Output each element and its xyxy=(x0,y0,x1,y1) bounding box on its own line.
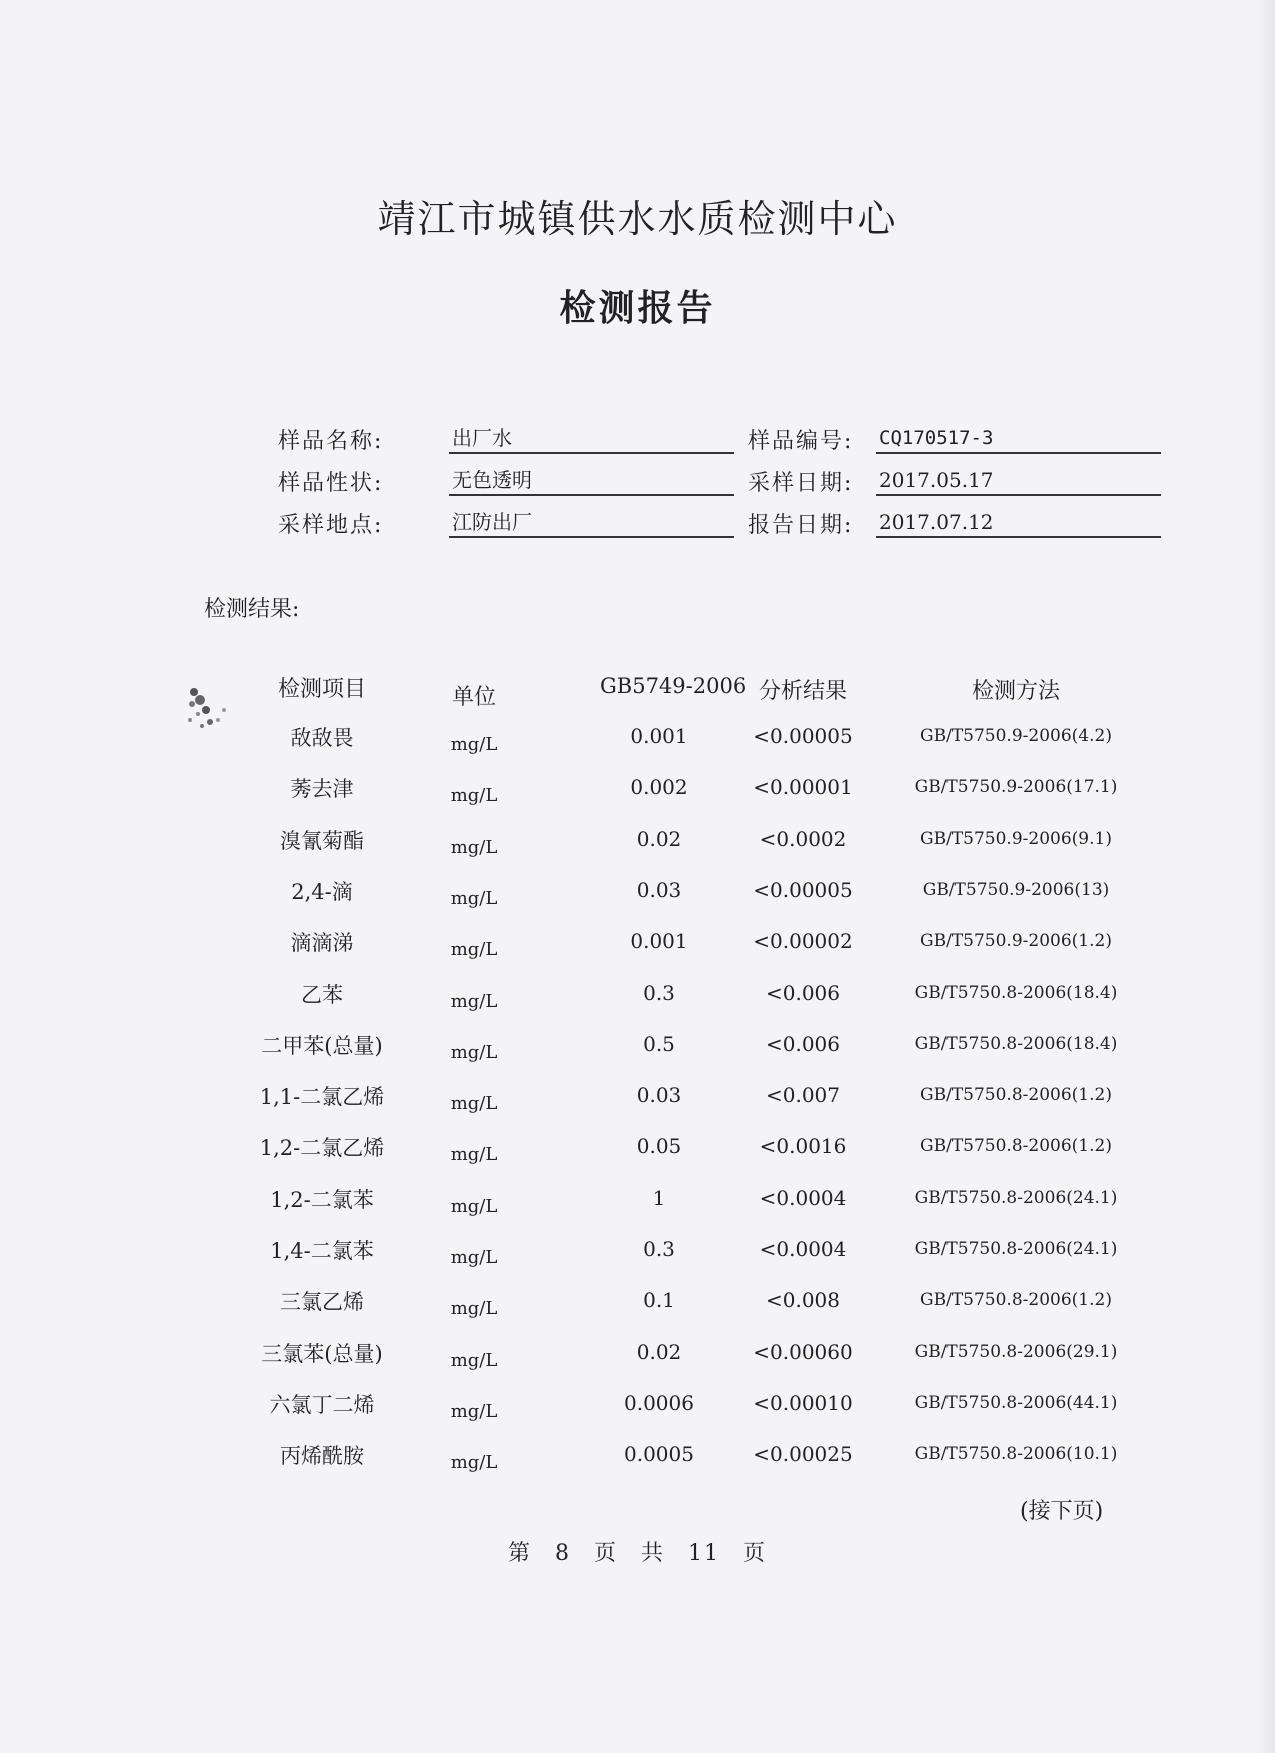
cell-unit: mg/L xyxy=(450,1144,498,1165)
cell-unit: mg/L xyxy=(450,1350,498,1371)
cell-method: GB/T5750.8-2006(1.2) xyxy=(920,1085,1112,1105)
sample-name-label: 样品名称: xyxy=(278,429,384,454)
cell-unit: mg/L xyxy=(450,1298,498,1319)
organization-title: 靖江市城镇供水水质检测中心 xyxy=(377,197,898,241)
sample-appearance-value: 无色透明 xyxy=(449,466,734,496)
cell-unit: mg/L xyxy=(450,837,498,858)
cell-limit: 0.002 xyxy=(630,775,688,799)
cell-unit: mg/L xyxy=(450,939,498,960)
cell-result: <0.00060 xyxy=(753,1340,853,1364)
cell-result: <0.0004 xyxy=(759,1186,847,1210)
column-header-item: 检测项目 xyxy=(277,677,366,702)
cell-item: 1,2-二氯乙烯 xyxy=(259,1136,385,1160)
sampling-date-value: 2017.05.17 xyxy=(876,466,1161,496)
cell-limit: 0.0005 xyxy=(624,1442,694,1466)
column-header-standard: GB5749-2006 xyxy=(600,674,747,698)
cell-limit: 0.1 xyxy=(643,1288,675,1312)
cell-result: <0.00005 xyxy=(753,724,853,748)
cell-method: GB/T5750.8-2006(1.2) xyxy=(920,1136,1112,1156)
cell-method: GB/T5750.9-2006(9.1) xyxy=(920,829,1112,849)
sample-number-value: CQ170517-3 xyxy=(876,424,1161,454)
cell-item: 1,2-二氯苯 xyxy=(270,1188,374,1212)
cell-limit: 0.05 xyxy=(636,1134,682,1158)
continue-note: (接下页) xyxy=(1020,1499,1104,1524)
column-header-method: 检测方法 xyxy=(971,679,1060,704)
cell-item: 1,1-二氯乙烯 xyxy=(259,1085,385,1109)
cell-item: 滴滴涕 xyxy=(290,931,354,955)
cell-method: GB/T5750.8-2006(24.1) xyxy=(914,1239,1118,1259)
column-header-unit: 单位 xyxy=(451,685,496,710)
sampling-date-label: 采样日期: xyxy=(748,471,854,496)
cell-item: 丙烯酰胺 xyxy=(280,1444,364,1468)
cell-result: <0.0004 xyxy=(759,1237,847,1261)
cell-method: GB/T5750.9-2006(4.2) xyxy=(920,726,1112,746)
cell-item: 六氯丁二烯 xyxy=(269,1393,375,1417)
cell-result: <0.00005 xyxy=(753,878,853,902)
cell-result: <0.008 xyxy=(765,1288,840,1312)
report-date-value: 2017.07.12 xyxy=(876,508,1161,538)
cell-unit: mg/L xyxy=(450,734,498,755)
scan-edge-shadow xyxy=(1257,0,1275,1753)
results-label: 检测结果: xyxy=(204,597,300,622)
cell-item: 溴氰菊酯 xyxy=(280,829,364,853)
cell-item: 乙苯 xyxy=(301,983,343,1007)
cell-item: 敌敌畏 xyxy=(290,726,354,750)
cell-unit: mg/L xyxy=(450,785,498,806)
cell-result: <0.0016 xyxy=(759,1134,847,1158)
cell-limit: 0.3 xyxy=(643,981,675,1005)
sample-name-value: 出厂水 xyxy=(449,424,734,454)
cell-unit: mg/L xyxy=(450,888,498,909)
cell-method: GB/T5750.8-2006(18.4) xyxy=(914,983,1118,1003)
cell-limit: 0.3 xyxy=(643,1237,675,1261)
cell-limit: 0.02 xyxy=(636,827,682,851)
cell-unit: mg/L xyxy=(450,1196,498,1217)
cell-result: <0.00010 xyxy=(753,1391,853,1415)
sampling-location-value: 江防出厂 xyxy=(449,508,734,538)
sample-number-label: 样品编号: xyxy=(748,429,854,454)
cell-limit: 1 xyxy=(652,1186,666,1210)
cell-method: GB/T5750.8-2006(24.1) xyxy=(914,1188,1118,1208)
report-title: 检测报告 xyxy=(559,287,716,329)
cell-limit: 0.5 xyxy=(643,1032,675,1056)
cell-unit: mg/L xyxy=(450,1247,498,1268)
cell-limit: 0.001 xyxy=(630,724,688,748)
sample-appearance-label: 样品性状: xyxy=(278,471,384,496)
page-number-footer: 第 8 页 共 11 页 xyxy=(508,1541,767,1566)
cell-result: <0.00001 xyxy=(753,775,853,799)
cell-item: 二甲苯(总量) xyxy=(261,1034,383,1058)
cell-result: <0.00002 xyxy=(753,929,853,953)
cell-result: <0.0002 xyxy=(759,827,847,851)
cell-method: GB/T5750.8-2006(10.1) xyxy=(914,1444,1118,1464)
cell-method: GB/T5750.8-2006(1.2) xyxy=(920,1290,1112,1310)
cell-unit: mg/L xyxy=(450,991,498,1012)
cell-result: <0.00025 xyxy=(753,1442,853,1466)
cell-method: GB/T5750.8-2006(18.4) xyxy=(914,1034,1118,1054)
report-date-label: 报告日期: xyxy=(748,513,854,538)
cell-method: GB/T5750.9-2006(13) xyxy=(922,880,1110,900)
cell-unit: mg/L xyxy=(450,1452,498,1473)
cell-item: 2,4-滴 xyxy=(291,880,353,904)
cell-method: GB/T5750.8-2006(29.1) xyxy=(914,1342,1118,1362)
cell-item: 三氯苯(总量) xyxy=(261,1342,383,1366)
cell-item: 1,4-二氯苯 xyxy=(270,1239,374,1263)
cell-limit: 0.001 xyxy=(630,929,688,953)
cell-limit: 0.02 xyxy=(636,1340,682,1364)
sampling-location-label: 采样地点: xyxy=(278,513,384,538)
cell-unit: mg/L xyxy=(450,1042,498,1063)
cell-method: GB/T5750.8-2006(44.1) xyxy=(914,1393,1118,1413)
cell-result: <0.007 xyxy=(765,1083,840,1107)
cell-limit: 0.03 xyxy=(636,1083,682,1107)
cell-unit: mg/L xyxy=(450,1093,498,1114)
cell-result: <0.006 xyxy=(765,981,840,1005)
cell-item: 莠去津 xyxy=(290,777,354,801)
cell-limit: 0.0006 xyxy=(624,1391,694,1415)
cell-method: GB/T5750.9-2006(1.2) xyxy=(920,931,1112,951)
cell-limit: 0.03 xyxy=(636,878,682,902)
cell-unit: mg/L xyxy=(450,1401,498,1422)
cell-result: <0.006 xyxy=(765,1032,840,1056)
cell-item: 三氯乙烯 xyxy=(280,1290,364,1314)
column-header-result: 分析结果 xyxy=(758,679,847,704)
cell-method: GB/T5750.9-2006(17.1) xyxy=(914,777,1118,797)
